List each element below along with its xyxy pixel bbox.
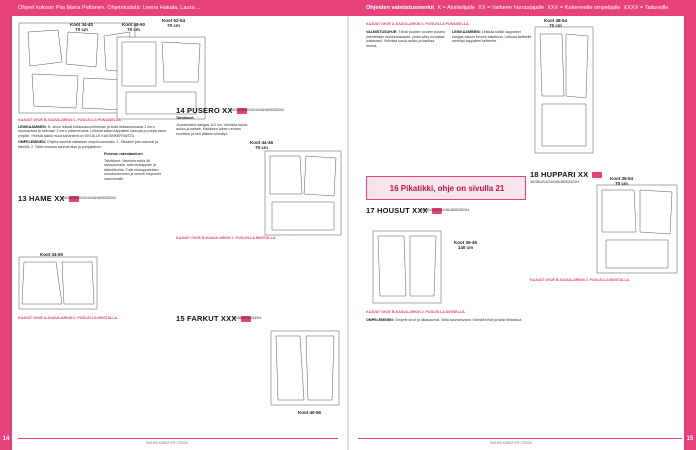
trouser-layout-top [534, 26, 594, 154]
left-cut-heading: LEIKKAAMINEN: [18, 124, 47, 129]
measure-label-2: Koot 48-50 70 cm [122, 22, 146, 32]
header-item-3: XXX = Kokeneelle ompelijalle [547, 5, 621, 11]
left-col3-text: Joustamaton kangas 110 cm. Valmista kaula-aukko ja kaitale. Kaitaleen toinen reunan huolittelu ja sen jälkeen kiinnitys. [176, 122, 248, 136]
measure-label-3: Koot 52-54 70 cm [162, 18, 186, 28]
header-item-1: X = Aloittelijalle [437, 5, 475, 11]
trouser-layout-bottom [372, 230, 442, 304]
hoodie-layout [596, 184, 678, 274]
left-caption-area [18, 118, 168, 152]
right-col3-heading: OMPELEMINEN: [366, 318, 394, 322]
pikatikki-banner: 16 Pikatikki, ohje on sivulla 21 [366, 176, 526, 200]
right-col2-text: Leikkaa kaikki kappaleet kangas kaksin kerroin taitettuna. Leikkaa taitteelle merkityt kappaleet taitteelta. [452, 30, 532, 44]
measure-label-4: Koot 34-50 [40, 252, 64, 257]
footer-left: SUURI KÄSITYÖ 7/2024 [146, 441, 188, 445]
pattern-18-title: 18 HUPPARI XX [530, 170, 602, 179]
left-sew-text: Ohjeita saumat siistataan ompelusaumalla. 1. Siksakin joko saumat ja kiinnitä. 2. Silitä mukana saumat alas ja pohjakaivon. [18, 140, 159, 149]
header-right-text [366, 0, 668, 16]
footer-right: SUURI KÄSITYÖ 7/2024 [490, 441, 532, 445]
right-side-tab [684, 0, 696, 450]
right-col2-heading: LEIKKAAMINEN: [452, 30, 481, 34]
pattern-17-codes: 36/38/40/42/44/46/48/50/52/54 [420, 208, 469, 212]
pattern-14-codes: 34/36/38/40/42/44/46/48/50/52/54 [230, 108, 284, 112]
pattern-13-title: 13 HAME XX [18, 194, 79, 203]
pattern-15-codes: 40/38/50/52/54/54 [232, 316, 261, 320]
right-footer-rule [358, 438, 682, 439]
right-col1-heading: VALMISTUSOHJE: [366, 30, 398, 34]
left-caption-1: KAAVAT OHJE B-KAAVA-ARKIN 1. PUOLELLA PUNAISELLA. [18, 118, 122, 122]
header-left-text: Ohjeet kokoon Piia Maria Peltonen. Ohjetekstistä: Leena Hakala, Laura ... [18, 5, 201, 11]
page-spine [347, 16, 349, 450]
right-col-2 [452, 30, 532, 46]
left-col2-text: Tarvikkeet: Valmista selkä 46 sivusaumalla, taita etukappale ja kääntökohta. Tutki etukappaleiden muodostaminen ja ommel etupuolet vasemmalle. [104, 158, 161, 181]
jeans-layout [270, 330, 340, 406]
pattern-17-title: 17 HOUSUT XXX [366, 206, 442, 215]
left-footer-rule [18, 438, 338, 439]
right-col-3 [366, 318, 526, 325]
left-col-3 [176, 116, 256, 138]
header-item-2: XX = Vaiheen harrastajalle [478, 5, 545, 11]
top-bar [0, 0, 696, 16]
pattern-15-title: 15 FARKUT XXX [176, 314, 251, 323]
pattern-18-codes: 36/38/40/42/44/46/48/50/52/54 [530, 180, 579, 184]
left-sew-heading: OMPELEMINEN: [18, 140, 46, 145]
pattern-14-title: 14 PUSERO XX [176, 106, 247, 115]
right-col3-text: Ompele sivut ja olkasaumat. Silitä saumanvarat. Kiinnitä hihat ja taita hihansuut. [394, 318, 523, 322]
left-col2-heading: Puseron rakentaminen [104, 152, 143, 156]
header-item-4: XXXX = Taitureille [623, 5, 669, 11]
right-caption-3: KAAVAT OHJE B-KAAVA-ARKIN 2. PUOLELLA MUSTALLA. [530, 278, 631, 282]
right-col1-text: Tämä vuoden vuoden pusero toteutetaan neulekankaasta, jonka sävy kuvastaa loistavasti. Valmista kaula-aukko ja kanttaa reunat. [366, 30, 446, 48]
header-right-prefix: Ohjeiden valmistusmerkit [366, 5, 435, 11]
left-caption-2: KAAVAT OHJE B-KAAVA-ARKIN 1. PUOLELLA MUSTALLA. [176, 236, 277, 240]
left-col3-heading: Tarvikkeet [176, 116, 194, 120]
measure-label-1: Koot 34-40 70 cm [70, 22, 94, 32]
right-measure-label-3: Koot 36-54 70 cm [610, 176, 634, 186]
page-number-right: 15 [686, 436, 694, 442]
blouse-layout [264, 150, 342, 236]
left-col-2 [104, 152, 170, 184]
left-cut-text: N. sinun leikaat leikkuusuunnitelman ja lisää lisäsaumavarat 1 cm:n saumavarat ja helmaan 3 cm:n päärmevarat. Leikkaa kaikki kappaleet kaavoja ja pohjia takia ympäri. Yhdistä kaikki muut sahanterä on SIVUILLE KAKSINKERTAISTA. [18, 124, 166, 138]
skirt-layout [18, 256, 98, 310]
measure-label-6: Koot 40-56 [298, 410, 322, 415]
camera-icon [592, 172, 602, 178]
measure-label-5: Koot 44-46 70 cm [250, 140, 274, 150]
page-number-left: 14 [2, 436, 10, 442]
right-measure-label-2: Koot 36-46 140 cm [454, 240, 478, 250]
right-caption-2: KAAVAT OHJE B-KAAVA-ARKIN 2. PUOLELLA SINISELLÄ. [366, 310, 466, 314]
right-measure-label-1: Koot 48-54 70 cm [544, 18, 568, 28]
left-caption-3: KAAVAT OHJE A-KAAVA-ARKIN 2. PUOLELLA MUSTALLA. [18, 316, 119, 320]
left-side-tab [0, 0, 12, 450]
right-col-1 [366, 30, 446, 50]
right-caption-1: KAAVAT OHJE A-KAAVA-ARKIN 1. PUOLELLA PUNAISELLA. [366, 22, 470, 26]
pattern-13-codes: 34/36/38/40/42/44/46/48/50/52/54 [62, 196, 116, 200]
